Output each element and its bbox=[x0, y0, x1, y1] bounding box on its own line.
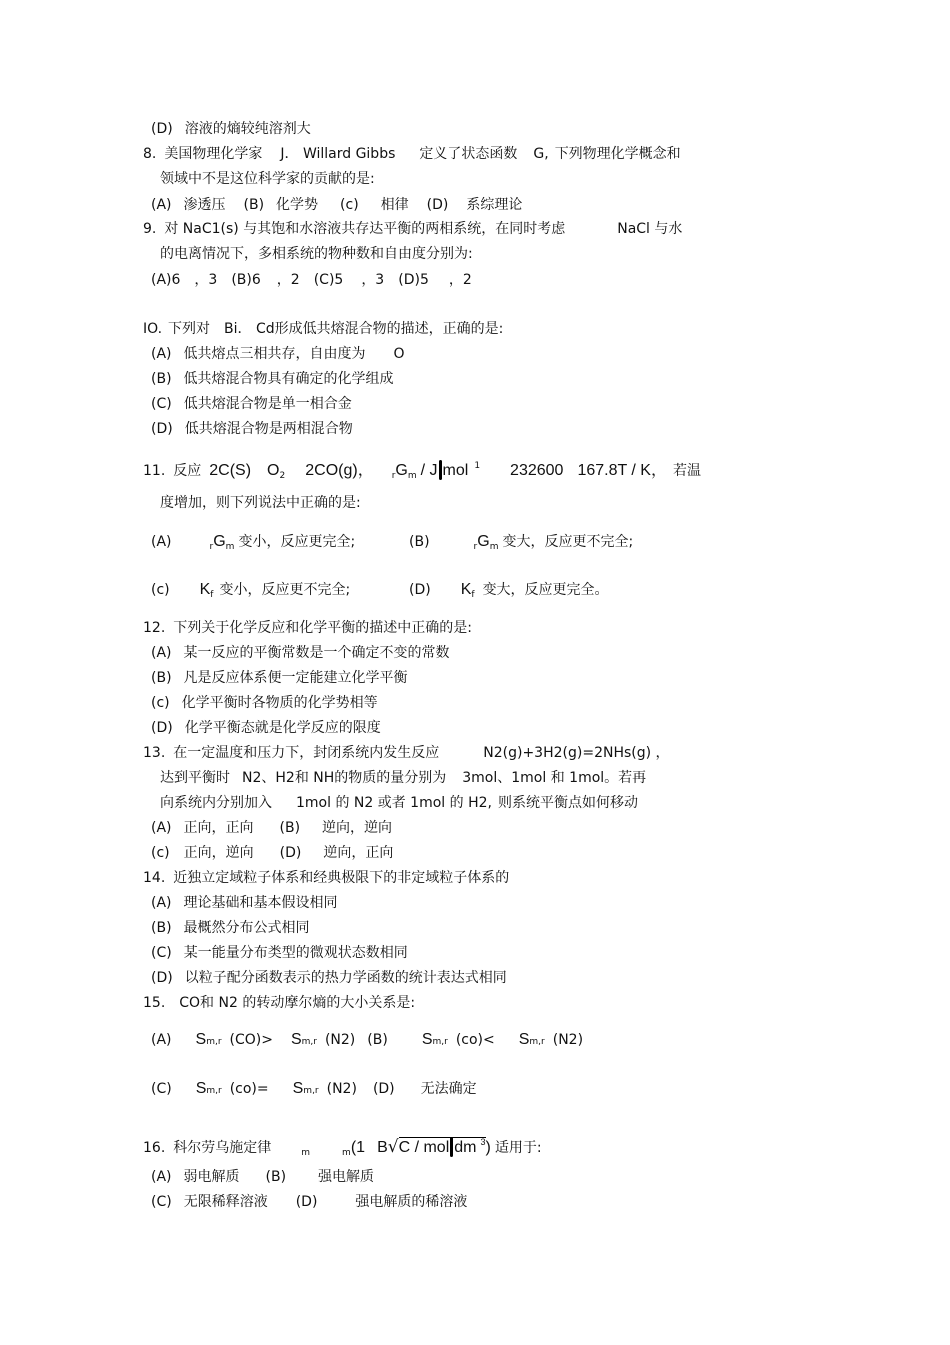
q12-option-c bbox=[151, 694, 378, 712]
option-text: 化学势 bbox=[276, 197, 319, 213]
option-label: (B)6 bbox=[231, 272, 261, 288]
option-text: 相律 bbox=[380, 197, 409, 213]
q14-option-d bbox=[151, 969, 507, 987]
q15-stem bbox=[143, 994, 415, 1012]
q9-stem bbox=[143, 220, 682, 238]
q13-options-cd bbox=[151, 844, 393, 862]
formula-term: / J bbox=[420, 462, 438, 479]
question-text: 定义了状态函数 bbox=[419, 146, 518, 162]
option-text: 正向，正向 bbox=[183, 820, 254, 836]
q16-stem bbox=[143, 1133, 542, 1162]
option-text: (N2) bbox=[326, 1081, 357, 1097]
option-text: 最概然分布公式相同 bbox=[183, 920, 310, 936]
option-label: (D) bbox=[151, 970, 173, 986]
option-text: 溶液的熵较纯溶剂大 bbox=[184, 121, 311, 137]
option-text: 变大，反应更完全。 bbox=[482, 582, 609, 598]
formula-subscript: r bbox=[391, 471, 396, 481]
formula-subscript: m bbox=[225, 542, 235, 552]
formula-subscript: m,r bbox=[303, 1086, 319, 1096]
option-text: 低共熔混合物是单一相合金 bbox=[183, 396, 352, 412]
formula-subscript: r bbox=[473, 542, 478, 552]
formula-subscript: f bbox=[210, 590, 214, 600]
question-number: 16. bbox=[143, 1140, 166, 1156]
option-label: (C) bbox=[151, 1194, 172, 1210]
question-text: 的电离情况下，多相系统的物种数和自由度分别为: bbox=[160, 246, 473, 262]
q8-options bbox=[151, 196, 522, 214]
option-label: (A) bbox=[151, 820, 172, 836]
option-label: (A) bbox=[151, 197, 172, 213]
option-text: 弱电解质 bbox=[183, 1169, 240, 1185]
formula-term: dm bbox=[454, 1139, 477, 1156]
q9-stem-line2 bbox=[160, 245, 473, 263]
q13-stem-line2 bbox=[160, 769, 646, 787]
formula-subscript: m bbox=[407, 471, 417, 481]
option-text: 逆向，正向 bbox=[323, 845, 394, 861]
q12-option-b bbox=[151, 669, 408, 687]
option-label: (A) bbox=[151, 346, 172, 362]
q13-options-ab bbox=[151, 819, 392, 837]
option-label: (D) bbox=[409, 582, 431, 598]
q15-options-ab bbox=[151, 1031, 583, 1051]
option-text: 低共熔点三相共存，自由度为 bbox=[183, 346, 366, 362]
option-label: (c) bbox=[151, 695, 170, 711]
q11-stem bbox=[143, 457, 701, 485]
q14-stem bbox=[143, 869, 509, 887]
formula-term: S bbox=[518, 1031, 530, 1048]
q16-options-cd bbox=[151, 1193, 467, 1211]
question-text: 下列关于化学反应和化学平衡的描述中正确的是: bbox=[173, 620, 472, 636]
q11-option-d bbox=[409, 581, 609, 604]
formula-superscript: 1 bbox=[474, 461, 481, 471]
question-text: 下列对 bbox=[168, 321, 211, 337]
q9-options bbox=[151, 271, 472, 289]
option-label: (C) bbox=[151, 396, 172, 412]
option-text: 化学平衡态就是化学反应的限度 bbox=[184, 720, 381, 736]
option-label: (D) bbox=[151, 720, 173, 736]
option-label: (D) bbox=[279, 845, 302, 861]
option-label: (C) bbox=[151, 1081, 172, 1097]
option-label: (D)5 bbox=[398, 272, 429, 288]
formula-term: mol bbox=[442, 462, 469, 479]
option-label: (A) bbox=[151, 1169, 172, 1185]
q12-option-d bbox=[151, 719, 381, 737]
q12-stem bbox=[143, 619, 472, 637]
formula-subscript: 2 bbox=[279, 471, 286, 481]
formula-bar-icon bbox=[450, 1137, 453, 1157]
q10-option-c bbox=[151, 395, 352, 413]
formula-term: S bbox=[195, 1080, 207, 1097]
option-text: 无法确定 bbox=[420, 1081, 477, 1097]
question-text: 适用于: bbox=[494, 1140, 542, 1156]
option-label: (C) bbox=[151, 945, 172, 961]
option-text: 低共熔混合物是两相混合物 bbox=[184, 421, 353, 437]
option-label: (A)6 bbox=[151, 272, 181, 288]
option-label: (B) bbox=[265, 1169, 287, 1185]
formula-term: S bbox=[292, 1080, 304, 1097]
option-label: (C)5 bbox=[313, 272, 344, 288]
q10-option-d bbox=[151, 420, 353, 438]
option-text: 某一反应的平衡常数是一个确定不变的常数 bbox=[183, 645, 450, 661]
option-text: O bbox=[393, 346, 405, 362]
q8-stem bbox=[143, 145, 681, 163]
question-text: N2、H2和 NH bbox=[242, 770, 335, 786]
question-number: 8. bbox=[143, 146, 157, 162]
q10-stem bbox=[143, 320, 503, 338]
formula-term: 232600 bbox=[510, 462, 564, 479]
option-label: (B) bbox=[367, 1032, 388, 1048]
question-number: 13. bbox=[143, 745, 166, 761]
q12-option-a bbox=[151, 644, 450, 662]
question-text: 对 NaC1(s) 与其饱和水溶液共存达平衡的两相系统，在同时考虑 bbox=[164, 221, 566, 237]
formula-subscript: m bbox=[342, 1148, 351, 1158]
option-label: (c) bbox=[151, 845, 170, 861]
q10-option-b bbox=[151, 370, 394, 388]
formula-term: (1 bbox=[350, 1139, 366, 1156]
question-text: 美国物理化学家 bbox=[164, 146, 263, 162]
question-text: NaCl 与水 bbox=[617, 221, 683, 237]
formula-term: O bbox=[267, 462, 280, 479]
formula-term: K bbox=[460, 581, 472, 598]
formula-term: S bbox=[290, 1031, 302, 1048]
option-label: (B) bbox=[409, 534, 430, 550]
question-text: 科尔劳乌施定律 bbox=[173, 1140, 272, 1156]
formula-term: ) bbox=[485, 1139, 491, 1156]
question-number: IO. bbox=[143, 321, 163, 337]
question-text: G, bbox=[533, 146, 549, 162]
option-text: 某一能量分布类型的微观状态数相同 bbox=[183, 945, 408, 961]
question-text: 1mol 的 N2 或者 1mol 的 H2, bbox=[296, 795, 492, 811]
question-text: Bi． Cd bbox=[224, 321, 275, 337]
formula-subscript: m,r bbox=[529, 1037, 545, 1047]
formula-term: G bbox=[213, 533, 226, 550]
formula-superscript: 3 bbox=[480, 1137, 486, 1147]
formula-term: 167.8T / K， bbox=[577, 462, 667, 479]
question-number: 14. bbox=[143, 870, 166, 886]
formula-term: C / mol bbox=[398, 1139, 450, 1156]
q14-option-a bbox=[151, 894, 338, 912]
option-label: (D) bbox=[426, 197, 449, 213]
option-text: 低共熔混合物具有确定的化学组成 bbox=[183, 371, 394, 387]
question-text: N2(g)+3H2(g)=2NHs(g) ， bbox=[483, 745, 670, 761]
question-text: 则系统平衡点如何移动 bbox=[497, 795, 638, 811]
formula-subscript: m,r bbox=[432, 1037, 448, 1047]
question-text: 形成低共熔混合物的描述，正确的是: bbox=[274, 321, 504, 337]
formula-term: S bbox=[421, 1031, 433, 1048]
option-text: (co)= bbox=[229, 1081, 269, 1097]
question-text: 度增加，则下列说法中正确的是: bbox=[160, 495, 361, 511]
option-label: (B) bbox=[279, 820, 301, 836]
option-text: 以粒子配分函数表示的热力学函数的统计表达式相同 bbox=[184, 970, 507, 986]
question-text: 达到平衡时 bbox=[160, 770, 230, 786]
question-text: 向系统内分别加入 bbox=[160, 795, 272, 811]
option-label: (A) bbox=[151, 645, 172, 661]
formula-term: K bbox=[199, 581, 211, 598]
option-label: (B) bbox=[151, 371, 172, 387]
option-text: ，2 bbox=[276, 272, 300, 288]
option-label: (c) bbox=[151, 582, 170, 598]
question-number: 11. bbox=[143, 463, 166, 479]
question-text: 在一定温度和压力下，封闭系统内发生反应 bbox=[173, 745, 440, 761]
formula-subscript: m,r bbox=[206, 1086, 222, 1096]
option-label: (A) bbox=[151, 534, 172, 550]
option-text: 渗透压 bbox=[183, 197, 226, 213]
option-label: (D) bbox=[151, 121, 173, 137]
option-label: (A) bbox=[151, 895, 172, 911]
question-text: 3mol、1mol 和 1mol。若再 bbox=[462, 770, 647, 786]
option-label: (B) bbox=[151, 920, 172, 936]
option-text: (N2) bbox=[552, 1032, 584, 1048]
question-number: 12. bbox=[143, 620, 166, 636]
formula-term: 2CO(g)， bbox=[305, 462, 374, 479]
question-text: 的物质的量分别为 bbox=[334, 770, 447, 786]
option-text: 强电解质 bbox=[318, 1169, 375, 1185]
formula-subscript: f bbox=[471, 590, 475, 600]
option-label: (D) bbox=[295, 1194, 318, 1210]
q10-option-a bbox=[151, 345, 405, 363]
option-text: ，3 bbox=[361, 272, 385, 288]
formula-term: 2C(S) bbox=[209, 462, 252, 479]
question-number: 9. bbox=[143, 221, 157, 237]
q8-stem-line2 bbox=[160, 170, 375, 188]
option-text: 理论基础和基本假设相同 bbox=[183, 895, 338, 911]
option-label: (D) bbox=[151, 421, 173, 437]
question-text: 领域中不是这位科学家的贡献的是: bbox=[160, 171, 375, 187]
question-text: 近独立定域粒子体系和经典极限下的非定域粒子体系的 bbox=[173, 870, 510, 886]
formula-subscript: m bbox=[301, 1148, 311, 1158]
question-text: 若温 bbox=[672, 463, 701, 479]
option-text: ，2 bbox=[448, 272, 472, 288]
formula-bar-icon bbox=[439, 460, 442, 480]
q11-stem-line2 bbox=[160, 494, 361, 512]
formula-term: S bbox=[195, 1031, 207, 1048]
option-text: 强电解质的稀溶液 bbox=[355, 1194, 468, 1210]
q15-options-cd bbox=[151, 1080, 477, 1100]
option-label: (A) bbox=[151, 1032, 172, 1048]
question-number: 15. bbox=[143, 995, 166, 1011]
question-text: 反应 bbox=[173, 463, 202, 479]
option-text: 无限稀释溶液 bbox=[183, 1194, 268, 1210]
q14-option-b bbox=[151, 919, 310, 937]
formula-subscript: r bbox=[209, 542, 214, 552]
formula-subscript: m bbox=[489, 542, 499, 552]
option-text: 化学平衡时各物质的化学势相等 bbox=[181, 695, 378, 711]
question-text: J． Willard Gibbs bbox=[280, 146, 396, 162]
option-label: (c) bbox=[340, 197, 359, 213]
option-text: 变大，反应更不完全; bbox=[502, 534, 634, 550]
option-text: ，3 bbox=[194, 272, 218, 288]
formula-subscript: m,r bbox=[206, 1037, 222, 1047]
option-text: 变小，反应更完全; bbox=[238, 534, 356, 550]
q11-option-c bbox=[151, 581, 350, 604]
q14-option-c bbox=[151, 944, 408, 962]
question-text: 下列物理化学概念和 bbox=[554, 146, 681, 162]
option-text: (N2) bbox=[324, 1032, 356, 1048]
option-label: (D) bbox=[372, 1081, 395, 1097]
q16-options-ab bbox=[151, 1168, 374, 1186]
option-label: (B) bbox=[151, 670, 172, 686]
sqrt-icon: √ bbox=[387, 1137, 399, 1157]
option-text: 系综理论 bbox=[466, 197, 523, 213]
formula-term: G bbox=[395, 462, 408, 479]
option-text: (co)< bbox=[455, 1032, 495, 1048]
formula-subscript: m,r bbox=[301, 1037, 317, 1047]
option-text: 正向，逆向 bbox=[183, 845, 254, 861]
q11-option-a bbox=[151, 533, 355, 556]
option-label: (B) bbox=[243, 197, 265, 213]
question-text: CO和 N2 的转动摩尔熵的大小关系是: bbox=[179, 995, 416, 1011]
option-text: 逆向，逆向 bbox=[322, 820, 393, 836]
option-text: 变小，反应更不完全; bbox=[219, 582, 351, 598]
option-text: (CO)> bbox=[229, 1032, 273, 1048]
q13-stem-line3 bbox=[160, 794, 638, 812]
q7-option-d bbox=[151, 120, 311, 138]
option-text: 凡是反应体系便一定能建立化学平衡 bbox=[183, 670, 408, 686]
formula-term: B bbox=[377, 1139, 388, 1156]
q11-option-b bbox=[409, 533, 633, 556]
q13-stem bbox=[143, 744, 670, 762]
formula-term: G bbox=[477, 533, 490, 550]
